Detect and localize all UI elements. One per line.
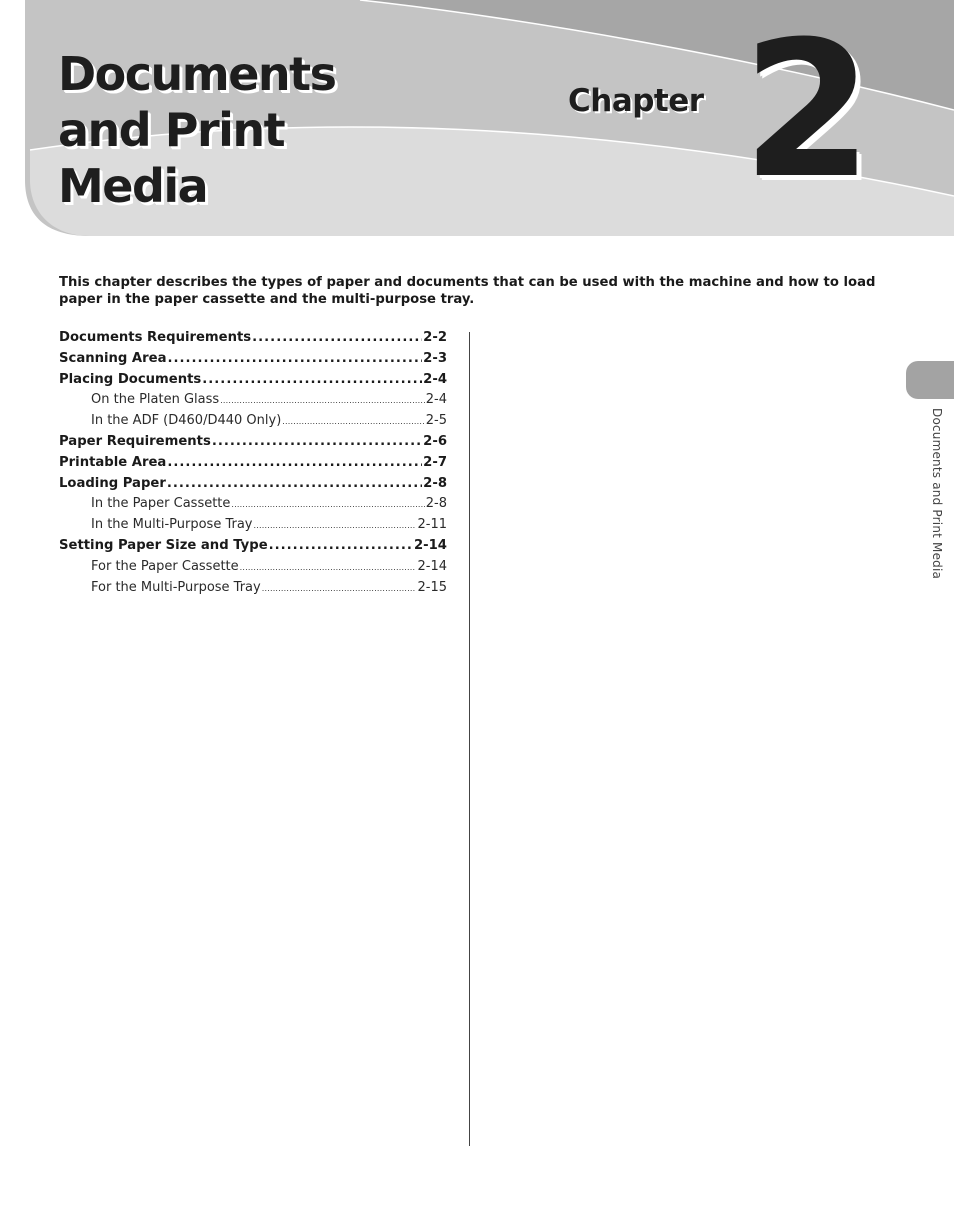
toc-entry-title: In the ADF (D460/D440 Only) (91, 413, 282, 429)
toc-entry-paper-requirements[interactable] (59, 434, 447, 455)
toc-entry-title: Placing Documents (59, 371, 202, 387)
toc-entry-title: Loading Paper (59, 475, 166, 491)
toc-entry-page: 2-15 (417, 579, 447, 595)
toc-entry-for-multi-purpose-tray[interactable] (59, 580, 447, 601)
chapter-intro: This chapter describes the types of paper and documents that can be used with the machine and how to load paper in the paper cassette and the multi-purpose tray. (59, 275, 876, 307)
toc-leader (231, 500, 424, 509)
toc-entry-title: Printable Area (59, 454, 167, 470)
toc-entry-page: 2-2 (423, 330, 447, 345)
chapter-number: 2 (742, 1, 867, 220)
toc-entry-page: 2-8 (423, 475, 447, 491)
toc-entry-setting-paper-size[interactable] (59, 538, 447, 559)
toc-entry-multi-purpose-tray[interactable] (59, 517, 447, 538)
toc-entry-title: On the Platen Glass (91, 392, 220, 408)
toc-leader (252, 330, 422, 345)
toc-leader (167, 351, 422, 366)
toc-entry-scanning-area[interactable] (59, 351, 447, 372)
chapter-side-tab (906, 361, 954, 399)
chapter-label: Chapter (568, 83, 704, 119)
toc-leader (220, 396, 425, 405)
toc-entry-paper-cassette[interactable] (59, 496, 447, 517)
toc-leader (269, 538, 413, 553)
toc-entry-placing-documents[interactable] (59, 372, 447, 393)
toc-leader (167, 455, 422, 470)
column-divider (469, 332, 470, 1146)
toc-leader (262, 584, 417, 593)
toc-entry-title: Paper Requirements (59, 433, 211, 449)
toc-entry-page: 2-5 (425, 413, 447, 429)
toc-entry-title: For the Paper Cassette (91, 558, 239, 574)
toc-entry-loading-paper[interactable] (59, 476, 447, 497)
toc-leader (167, 476, 422, 491)
toc-entry-title: Setting Paper Size and Type (59, 537, 268, 553)
toc-entry-page: 2-11 (417, 517, 447, 533)
toc-entry-page: 2-4 (423, 371, 447, 387)
toc-entry-page: 2-8 (425, 496, 447, 512)
toc-leader (282, 417, 425, 426)
toc-entry-page: 2-4 (425, 392, 447, 408)
toc-entry-title: Scanning Area (59, 350, 167, 366)
toc-entry-page: 2-6 (423, 433, 447, 449)
toc-entry-page: 2-7 (423, 454, 447, 470)
toc-leader (240, 563, 417, 572)
toc-leader (212, 434, 422, 449)
toc-entry-printable-area[interactable] (59, 455, 447, 476)
toc-entry-title: For the Multi-Purpose Tray (91, 579, 261, 595)
chapter-title: Documents and Print Media (58, 47, 336, 213)
toc-leader (202, 372, 422, 387)
table-of-contents (59, 330, 447, 600)
toc-entry-page: 2-14 (417, 558, 447, 574)
toc-entry-documents-requirements[interactable] (59, 330, 447, 351)
toc-entry-title: In the Multi-Purpose Tray (91, 517, 253, 533)
toc-entry-platen-glass[interactable] (59, 392, 447, 413)
toc-entry-adf[interactable] (59, 413, 447, 434)
toc-entry-title: In the Paper Cassette (91, 496, 231, 512)
toc-entry-page: 2-14 (413, 537, 447, 553)
toc-entry-title: Documents Requirements (59, 330, 252, 345)
toc-entry-page: 2-3 (423, 350, 447, 366)
toc-leader (253, 521, 416, 530)
side-tab-label: Documents and Print Media (930, 408, 944, 580)
toc-entry-for-paper-cassette[interactable] (59, 559, 447, 580)
